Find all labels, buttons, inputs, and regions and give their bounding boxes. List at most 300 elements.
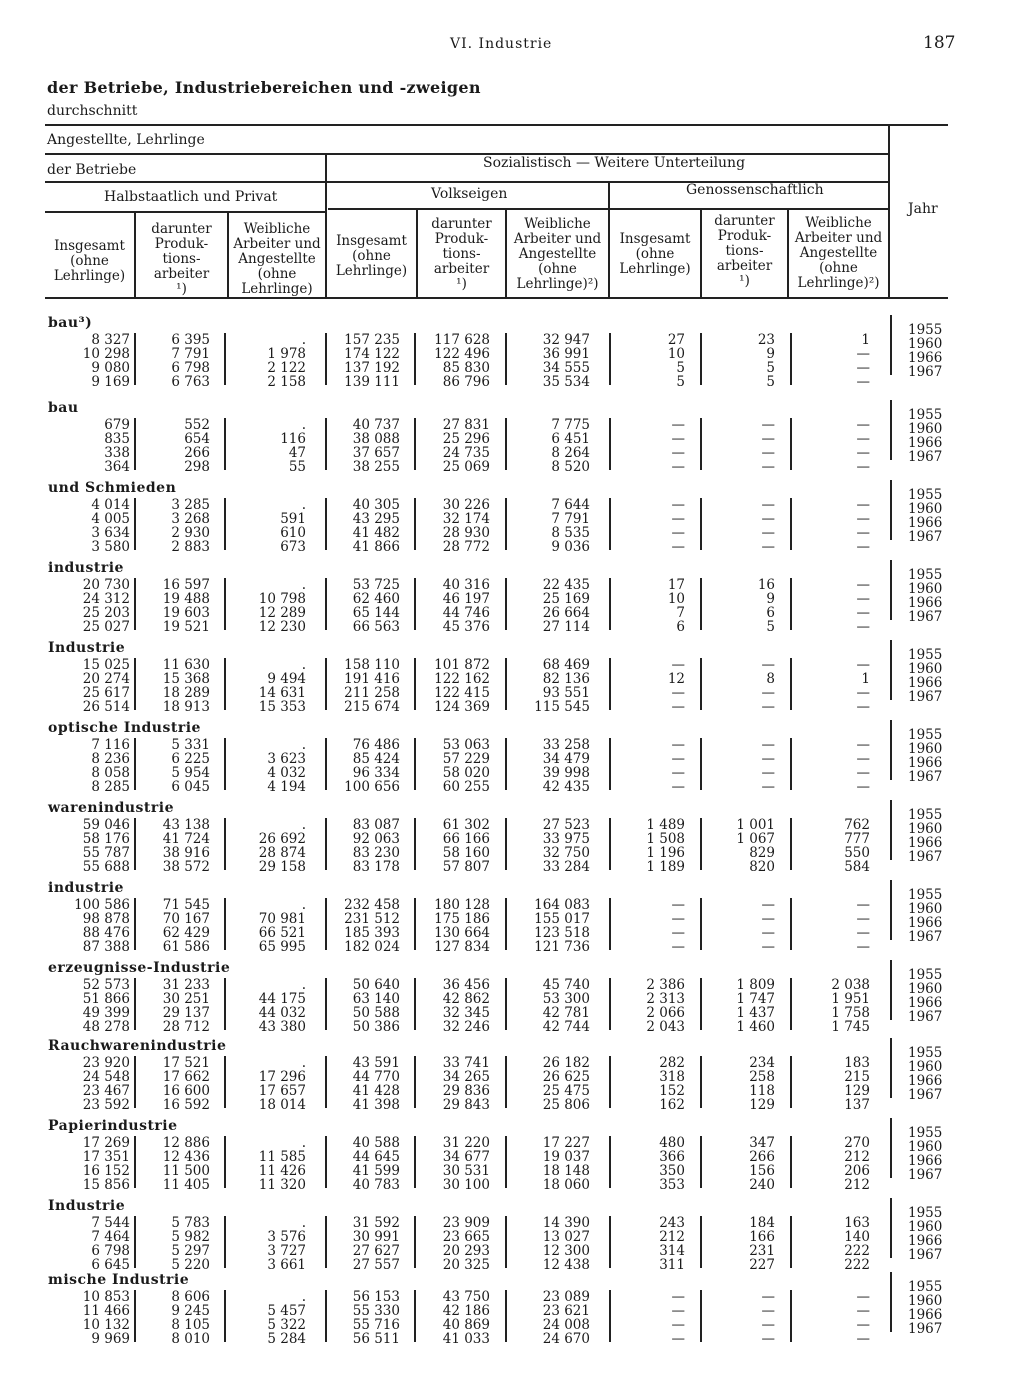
table-cell: 17 269 bbox=[82, 1135, 130, 1151]
table-cell: 70 167 bbox=[162, 911, 210, 927]
table-cell: 2 038 bbox=[831, 977, 870, 993]
table-cell: 777 bbox=[844, 831, 870, 847]
table-cell: 22 435 bbox=[542, 577, 590, 593]
table-cell: 222 bbox=[844, 1257, 870, 1273]
column-separator bbox=[890, 1272, 892, 1332]
table-cell: 5 457 bbox=[267, 1303, 306, 1319]
table-cell: 314 bbox=[659, 1243, 685, 1259]
table-cell: 157 235 bbox=[344, 332, 400, 348]
year-label: 1955 bbox=[908, 1205, 943, 1221]
table-cell: — bbox=[671, 779, 685, 795]
column-separator bbox=[890, 480, 892, 540]
table-cell: — bbox=[856, 431, 870, 447]
year-label: 1967 bbox=[908, 529, 943, 545]
table-cell: 18 014 bbox=[258, 1097, 306, 1113]
section-label: optische Industrie bbox=[48, 720, 201, 736]
table-cell: 2 883 bbox=[171, 539, 210, 555]
table-cell: 92 063 bbox=[352, 831, 400, 847]
column-separator bbox=[505, 418, 507, 470]
rule-2 bbox=[45, 153, 888, 155]
table-cell: 174 122 bbox=[344, 346, 400, 362]
table-cell: 25 203 bbox=[82, 605, 130, 621]
table-cell: 23 920 bbox=[82, 1055, 130, 1071]
table-cell: 234 bbox=[749, 1055, 775, 1071]
table-cell: 23 909 bbox=[442, 1215, 490, 1231]
table-cell: 45 376 bbox=[442, 619, 490, 635]
table-cell: — bbox=[671, 431, 685, 447]
table-cell: — bbox=[761, 459, 775, 475]
table-cell: 41 866 bbox=[352, 539, 400, 555]
table-cell: — bbox=[761, 511, 775, 527]
table-cell: 5 954 bbox=[171, 765, 210, 781]
table-cell: 85 830 bbox=[442, 360, 490, 376]
table-cell: 23 bbox=[757, 332, 775, 348]
table-cell: — bbox=[671, 911, 685, 927]
table-cell: 129 bbox=[844, 1083, 870, 1099]
rule-head-bottom bbox=[45, 297, 948, 299]
column-separator bbox=[505, 818, 507, 870]
table-cell: 41 482 bbox=[352, 525, 400, 541]
year-label: 1967 bbox=[908, 849, 943, 865]
table-cell: . bbox=[301, 1289, 306, 1305]
table-cell: 3 634 bbox=[91, 525, 130, 541]
table-cell: 8 264 bbox=[551, 445, 590, 461]
table-cell: 5 322 bbox=[267, 1317, 306, 1333]
page-number: 187 bbox=[923, 33, 956, 53]
table-cell: 66 521 bbox=[258, 925, 306, 941]
table-cell: 20 293 bbox=[442, 1243, 490, 1259]
table-cell: 1 437 bbox=[736, 1005, 775, 1021]
table-cell: 215 674 bbox=[344, 699, 400, 715]
table-cell: 3 268 bbox=[171, 511, 210, 527]
table-cell: 83 230 bbox=[352, 845, 400, 861]
year-label: 1955 bbox=[908, 1125, 943, 1141]
table-cell: 31 220 bbox=[442, 1135, 490, 1151]
table-cell: 7 544 bbox=[91, 1215, 130, 1231]
table-cell: 266 bbox=[749, 1149, 775, 1165]
table-cell: 30 100 bbox=[442, 1177, 490, 1193]
table-cell: 62 429 bbox=[162, 925, 210, 941]
table-cell: 32 947 bbox=[542, 332, 590, 348]
table-cell: 10 853 bbox=[82, 1289, 130, 1305]
table-cell: 1 001 bbox=[736, 817, 775, 833]
table-cell: 11 500 bbox=[162, 1163, 210, 1179]
table-cell: 7 791 bbox=[171, 346, 210, 362]
table-cell: 58 176 bbox=[82, 831, 130, 847]
table-cell: — bbox=[761, 431, 775, 447]
table-cell: 98 878 bbox=[82, 911, 130, 927]
section-label: Industrie bbox=[48, 1198, 126, 1214]
table-cell: 6 451 bbox=[551, 431, 590, 447]
table-cell: 6 225 bbox=[171, 751, 210, 767]
table-cell: 88 476 bbox=[82, 925, 130, 941]
table-cell: 23 089 bbox=[542, 1289, 590, 1305]
table-cell: 9 245 bbox=[171, 1303, 210, 1319]
table-cell: 44 645 bbox=[352, 1149, 400, 1165]
table-cell: 12 300 bbox=[542, 1243, 590, 1259]
table-cell: 33 258 bbox=[542, 737, 590, 753]
table-cell: 55 688 bbox=[82, 859, 130, 875]
table-cell: — bbox=[856, 897, 870, 913]
table-cell: 16 bbox=[757, 577, 775, 593]
table-cell: — bbox=[856, 779, 870, 795]
table-cell: 11 585 bbox=[258, 1149, 306, 1165]
year-label: 1966 bbox=[908, 1233, 943, 1249]
table-cell: 50 640 bbox=[352, 977, 400, 993]
table-cell: 17 351 bbox=[82, 1149, 130, 1165]
year-label: 1966 bbox=[908, 1307, 943, 1323]
table-cell: 62 460 bbox=[352, 591, 400, 607]
table-cell: — bbox=[856, 1331, 870, 1347]
table-cell: 584 bbox=[844, 859, 870, 875]
table-cell: 1 067 bbox=[736, 831, 775, 847]
table-cell: — bbox=[856, 511, 870, 527]
year-label: 1967 bbox=[908, 609, 943, 625]
table-cell: 2 066 bbox=[646, 1005, 685, 1021]
table-cell: 27 523 bbox=[542, 817, 590, 833]
table-cell: 38 572 bbox=[162, 859, 210, 875]
table-cell: — bbox=[761, 497, 775, 513]
year-label: 1967 bbox=[908, 1087, 943, 1103]
table-cell: 550 bbox=[844, 845, 870, 861]
table-cell: 55 330 bbox=[352, 1303, 400, 1319]
table-cell: 5 783 bbox=[171, 1215, 210, 1231]
column-separator bbox=[505, 578, 507, 630]
table-cell: — bbox=[856, 751, 870, 767]
table-cell: 2 043 bbox=[646, 1019, 685, 1035]
table-cell: 16 600 bbox=[162, 1083, 210, 1099]
table-cell: . bbox=[301, 577, 306, 593]
table-cell: — bbox=[671, 925, 685, 941]
table-cell: — bbox=[671, 525, 685, 541]
table-cell: 227 bbox=[749, 1257, 775, 1273]
table-cell: 18 289 bbox=[162, 685, 210, 701]
section-label: industrie bbox=[48, 560, 124, 576]
table-cell: 2 930 bbox=[171, 525, 210, 541]
section-label: warenindustrie bbox=[48, 800, 174, 816]
table-cell: 56 153 bbox=[352, 1289, 400, 1305]
table-cell: — bbox=[856, 657, 870, 673]
year-label: 1967 bbox=[908, 1247, 943, 1263]
table-cell: 124 369 bbox=[434, 699, 490, 715]
table-cell: 152 bbox=[659, 1083, 685, 1099]
table-cell: 8 058 bbox=[91, 765, 130, 781]
table-cell: — bbox=[671, 459, 685, 475]
header-volkseigen: Volkseigen bbox=[431, 186, 508, 202]
year-label: 1955 bbox=[908, 567, 943, 583]
table-cell: 1 758 bbox=[831, 1005, 870, 1021]
table-cell: 5 982 bbox=[171, 1229, 210, 1245]
table-cell: 32 750 bbox=[542, 845, 590, 861]
table-cell: 17 662 bbox=[162, 1069, 210, 1085]
table-cell: — bbox=[856, 1289, 870, 1305]
table-cell: 76 486 bbox=[352, 737, 400, 753]
table-cell: 23 592 bbox=[82, 1097, 130, 1113]
table-cell: 15 856 bbox=[82, 1177, 130, 1193]
table-cell: 2 122 bbox=[267, 360, 306, 376]
header-halbstaatlich: Halbstaatlich und Privat bbox=[104, 189, 278, 205]
table-cell: 610 bbox=[280, 525, 306, 541]
table-cell: 14 390 bbox=[542, 1215, 590, 1231]
table-cell: 42 781 bbox=[542, 1005, 590, 1021]
column-separator bbox=[890, 800, 892, 860]
header-der-betriebe: der Betriebe bbox=[47, 162, 137, 178]
table-cell: 9 494 bbox=[267, 671, 306, 687]
year-label: 1960 bbox=[908, 1139, 943, 1155]
table-cell: 101 872 bbox=[434, 657, 490, 673]
table-cell: 7 464 bbox=[91, 1229, 130, 1245]
year-label: 1966 bbox=[908, 515, 943, 531]
table-cell: 338 bbox=[104, 445, 130, 461]
table-cell: 8 010 bbox=[171, 1331, 210, 1347]
year-label: 1960 bbox=[908, 981, 943, 997]
table-cell: — bbox=[761, 1317, 775, 1333]
table-cell: 1 745 bbox=[831, 1019, 870, 1035]
table-cell: 38 255 bbox=[352, 459, 400, 475]
year-label: 1960 bbox=[908, 741, 943, 757]
table-cell: . bbox=[301, 657, 306, 673]
table-cell: 41 033 bbox=[442, 1331, 490, 1347]
table-cell: 27 557 bbox=[352, 1257, 400, 1273]
table-cell: 183 bbox=[844, 1055, 870, 1071]
table-cell: 311 bbox=[659, 1257, 685, 1273]
table-cell: 3 661 bbox=[267, 1257, 306, 1273]
year-label: 1967 bbox=[908, 689, 943, 705]
year-label: 1966 bbox=[908, 350, 943, 366]
table-cell: — bbox=[856, 577, 870, 593]
table-cell: — bbox=[856, 525, 870, 541]
table-cell: 26 182 bbox=[542, 1055, 590, 1071]
column-separator bbox=[505, 1216, 507, 1268]
table-cell: 39 998 bbox=[542, 765, 590, 781]
year-label: 1966 bbox=[908, 915, 943, 931]
table-cell: 63 140 bbox=[352, 991, 400, 1007]
table-cell: — bbox=[671, 939, 685, 955]
table-cell: 20 274 bbox=[82, 671, 130, 687]
section-label: und Schmieden bbox=[48, 480, 177, 496]
table-cell: 240 bbox=[749, 1177, 775, 1193]
table-cell: 56 511 bbox=[352, 1331, 400, 1347]
column-separator bbox=[505, 738, 507, 790]
table-cell: 34 555 bbox=[542, 360, 590, 376]
table-cell: 162 bbox=[659, 1097, 685, 1113]
table-cell: 12 230 bbox=[258, 619, 306, 635]
table-cell: 58 020 bbox=[442, 765, 490, 781]
table-cell: 140 bbox=[844, 1229, 870, 1245]
table-cell: 5 bbox=[676, 360, 685, 376]
table-cell: — bbox=[671, 1331, 685, 1347]
table-cell: 1 508 bbox=[646, 831, 685, 847]
table-cell: 137 192 bbox=[344, 360, 400, 376]
table-cell: — bbox=[761, 1331, 775, 1347]
table-cell: 20 730 bbox=[82, 577, 130, 593]
table-cell: 123 518 bbox=[534, 925, 590, 941]
table-cell: 3 623 bbox=[267, 751, 306, 767]
table-cell: 57 807 bbox=[442, 859, 490, 875]
table-cell: 30 531 bbox=[442, 1163, 490, 1179]
year-label: 1960 bbox=[908, 501, 943, 517]
year-label: 1967 bbox=[908, 1167, 943, 1183]
table-cell: 26 514 bbox=[82, 699, 130, 715]
column-separator bbox=[890, 720, 892, 780]
table-cell: 10 bbox=[667, 346, 685, 362]
table-cell: 55 787 bbox=[82, 845, 130, 861]
table-cell: 24 735 bbox=[442, 445, 490, 461]
table-cell: 298 bbox=[184, 459, 210, 475]
table-cell: 4 194 bbox=[267, 779, 306, 795]
year-label: 1955 bbox=[908, 887, 943, 903]
table-cell: 38 088 bbox=[352, 431, 400, 447]
table-cell: 31 233 bbox=[162, 977, 210, 993]
table-cell: 50 386 bbox=[352, 1019, 400, 1035]
table-cell: 480 bbox=[659, 1135, 685, 1151]
table-cell: 37 657 bbox=[352, 445, 400, 461]
table-cell: — bbox=[671, 657, 685, 673]
year-label: 1955 bbox=[908, 1279, 943, 1295]
table-cell: 19 603 bbox=[162, 605, 210, 621]
table-cell: 20 325 bbox=[442, 1257, 490, 1273]
table-cell: 41 599 bbox=[352, 1163, 400, 1179]
table-cell: 158 110 bbox=[344, 657, 400, 673]
table-cell: 23 665 bbox=[442, 1229, 490, 1245]
table-cell: 12 436 bbox=[162, 1149, 210, 1165]
table-cell: 8 285 bbox=[91, 779, 130, 795]
table-cell: 10 298 bbox=[82, 346, 130, 362]
table-cell: — bbox=[671, 1289, 685, 1305]
table-cell: 44 175 bbox=[258, 991, 306, 1007]
table-cell: 13 027 bbox=[542, 1229, 590, 1245]
table-cell: 23 467 bbox=[82, 1083, 130, 1099]
table-cell: — bbox=[761, 685, 775, 701]
header-darunter-ve: darunter Produk- tions- arbeiter ¹) bbox=[431, 216, 492, 292]
table-cell: — bbox=[856, 939, 870, 955]
header-weibliche-hp: Weibliche Arbeiter und Angestellte (ohne Lehrlinge) bbox=[233, 221, 321, 297]
table-cell: 5 297 bbox=[171, 1243, 210, 1259]
table-cell: 11 466 bbox=[82, 1303, 130, 1319]
table-cell: 6 798 bbox=[91, 1243, 130, 1259]
table-cell: 1 196 bbox=[646, 845, 685, 861]
table-cell: 42 862 bbox=[442, 991, 490, 1007]
section-label: bau bbox=[48, 400, 79, 416]
table-cell: 50 588 bbox=[352, 1005, 400, 1021]
table-cell: 7 775 bbox=[551, 417, 590, 433]
table-cell: — bbox=[856, 497, 870, 513]
table-cell: 33 284 bbox=[542, 859, 590, 875]
table-cell: 10 bbox=[667, 591, 685, 607]
table-cell: 1 460 bbox=[736, 1019, 775, 1035]
table-cell: 43 138 bbox=[162, 817, 210, 833]
year-label: 1966 bbox=[908, 1153, 943, 1169]
table-cell: — bbox=[856, 346, 870, 362]
table-cell: 53 063 bbox=[442, 737, 490, 753]
table-cell: 14 631 bbox=[258, 685, 306, 701]
year-label: 1955 bbox=[908, 967, 943, 983]
table-cell: 18 148 bbox=[542, 1163, 590, 1179]
column-separator bbox=[505, 1136, 507, 1188]
header-darunter-gs: darunter Produk- tions- arbeiter ¹) bbox=[714, 213, 775, 289]
year-label: 1966 bbox=[908, 835, 943, 851]
table-cell: 175 186 bbox=[434, 911, 490, 927]
table-cell: 137 bbox=[844, 1097, 870, 1113]
table-cell: 51 866 bbox=[82, 991, 130, 1007]
table-cell: 9 bbox=[766, 591, 775, 607]
table-cell: 762 bbox=[844, 817, 870, 833]
table-cell: 16 597 bbox=[162, 577, 210, 593]
table-cell: 122 415 bbox=[434, 685, 490, 701]
table-cell: 25 617 bbox=[82, 685, 130, 701]
table-cell: 12 886 bbox=[162, 1135, 210, 1151]
table-cell: — bbox=[671, 685, 685, 701]
year-label: 1966 bbox=[908, 1073, 943, 1089]
table-cell: — bbox=[761, 539, 775, 555]
table-cell: — bbox=[761, 445, 775, 461]
table-cell: — bbox=[856, 685, 870, 701]
header-insgesamt-hp: Insgesamt (ohne Lehrlinge) bbox=[53, 238, 126, 284]
table-cell: 40 588 bbox=[352, 1135, 400, 1151]
year-label: 1967 bbox=[908, 769, 943, 785]
table-cell: 591 bbox=[280, 511, 306, 527]
table-cell: 11 630 bbox=[162, 657, 210, 673]
table-cell: 71 545 bbox=[162, 897, 210, 913]
table-cell: 40 737 bbox=[352, 417, 400, 433]
table-subtitle: durchschnitt bbox=[47, 103, 138, 119]
table-cell: 3 285 bbox=[171, 497, 210, 513]
table-cell: — bbox=[761, 925, 775, 941]
table-cell: 366 bbox=[659, 1149, 685, 1165]
table-cell: 27 627 bbox=[352, 1243, 400, 1259]
table-cell: 1 978 bbox=[267, 346, 306, 362]
table-cell: — bbox=[671, 699, 685, 715]
table-cell: 17 bbox=[667, 577, 685, 593]
table-cell: 57 229 bbox=[442, 751, 490, 767]
table-cell: 118 bbox=[749, 1083, 775, 1099]
year-label: 1967 bbox=[908, 1009, 943, 1025]
table-cell: 9 036 bbox=[551, 539, 590, 555]
table-cell: 41 398 bbox=[352, 1097, 400, 1113]
table-cell: 191 416 bbox=[344, 671, 400, 687]
table-cell: 66 563 bbox=[352, 619, 400, 635]
column-separator bbox=[890, 960, 892, 1020]
column-separator bbox=[505, 898, 507, 950]
year-label: 1955 bbox=[908, 487, 943, 503]
column-separator bbox=[505, 333, 507, 385]
table-cell: 60 255 bbox=[442, 779, 490, 795]
table-cell: 34 677 bbox=[442, 1149, 490, 1165]
table-cell: 6 645 bbox=[91, 1257, 130, 1273]
table-cell: 6 798 bbox=[171, 360, 210, 376]
table-cell: 32 174 bbox=[442, 511, 490, 527]
header-angestellte: Angestellte, Lehrlinge bbox=[47, 132, 205, 148]
section-label: industrie bbox=[48, 880, 124, 896]
column-separator bbox=[890, 1198, 892, 1258]
table-cell: 28 930 bbox=[442, 525, 490, 541]
header-weibliche-ve: Weibliche Arbeiter und Angestellte (ohne Lehrlinge)²) bbox=[513, 216, 602, 292]
table-cell: 6 763 bbox=[171, 374, 210, 390]
table-cell: 87 388 bbox=[82, 939, 130, 955]
rule-4a bbox=[45, 211, 325, 213]
table-cell: 258 bbox=[749, 1069, 775, 1085]
table-cell: 4 032 bbox=[267, 765, 306, 781]
table-cell: 18 060 bbox=[542, 1177, 590, 1193]
table-cell: 85 424 bbox=[352, 751, 400, 767]
column-separator bbox=[890, 640, 892, 700]
table-cell: 835 bbox=[104, 431, 130, 447]
table-cell: 41 428 bbox=[352, 1083, 400, 1099]
column-separator bbox=[890, 560, 892, 620]
table-cell: 26 664 bbox=[542, 605, 590, 621]
table-cell: — bbox=[856, 737, 870, 753]
year-label: 1960 bbox=[908, 421, 943, 437]
